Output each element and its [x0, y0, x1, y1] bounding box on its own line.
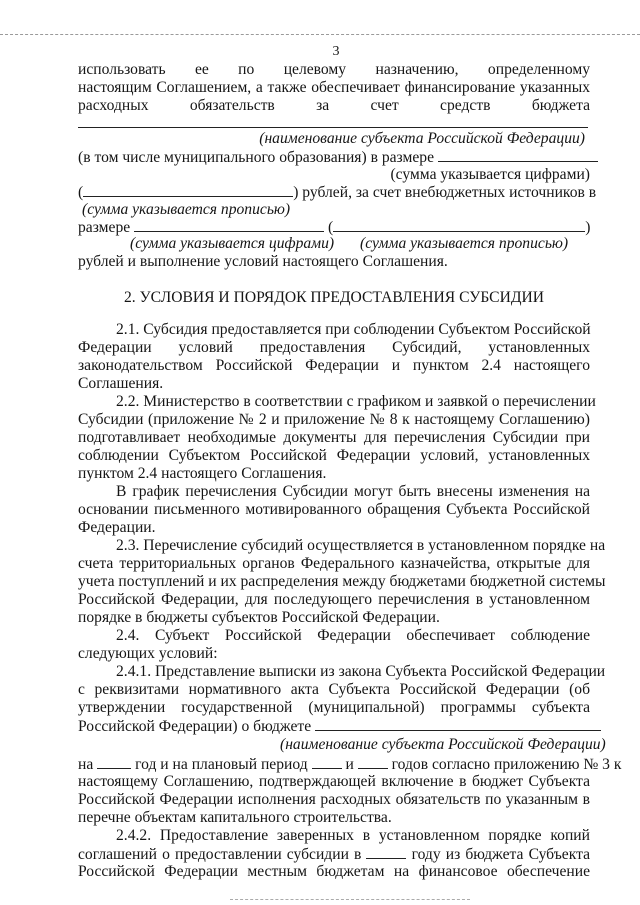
- p24-line-2: следующих условий:: [78, 645, 218, 662]
- p241-appendix-text: годов согласно приложению № 3 к: [391, 756, 622, 773]
- p22-line-4: соблюдении Субъектом Российской Федерации условий, установленных: [78, 447, 590, 464]
- p23-line-2: счета территориальных органов Федерального казначейства, открытые для: [78, 555, 590, 572]
- p241-line-4: [78, 717, 590, 736]
- scan-bottom-line: [230, 899, 470, 900]
- p22-line-3: подготавливает необходимые документы для перечисления Субсидии при: [78, 429, 590, 446]
- intro-line-5-open: (: [78, 184, 84, 201]
- intro-line-6-label: размере: [78, 219, 131, 236]
- intro-line-6-open: (: [327, 219, 334, 236]
- p23-line-4: Российской Федерации, для последующего перечисления в установленном: [78, 591, 590, 608]
- p241-line-5: [78, 755, 622, 774]
- hint-extra-words: (сумма указывается прописью): [360, 235, 569, 252]
- p241-line-8: перечне объектам капитального строительства.: [78, 809, 392, 826]
- intro-line-1: использовать ее по целевому назначению, определенному: [78, 61, 590, 78]
- p21-line-4: Соглашения.: [78, 375, 164, 392]
- p22b-line-1: В график перечисления Субсидии могут быть внесены изменения на: [116, 483, 590, 500]
- extra-amount-words-blank: [333, 218, 585, 232]
- hint-amount-digits: (сумма указывается цифрами): [390, 166, 590, 183]
- section-title: 2. УСЛОВИЯ И ПОРЯДОК ПРЕДОСТАВЛЕНИЯ СУБСИДИИ: [123, 289, 544, 306]
- scan-top-line: [0, 34, 640, 35]
- intro-line-6-close: ): [585, 219, 591, 236]
- p24-line-1: 2.4. Субъект Российской Федерации обеспечивает соблюдение: [116, 627, 590, 644]
- hint-amount-words: (сумма указывается прописью): [82, 201, 291, 218]
- plan-year-2-blank: [358, 755, 388, 769]
- budget-subject-blank: [315, 717, 601, 731]
- page-number: 3: [332, 44, 340, 59]
- p23-line-5: порядке в бюджеты субъектов Российской Федерации.: [78, 609, 440, 626]
- p22-line-1: 2.2. Министерство в соответствии с графиком и заявкой о перечислении: [116, 393, 596, 410]
- p241-line-7: Российской Федерации исполнения расходных обязательств по указанным в: [78, 791, 590, 808]
- p21-line-3: законодательством Российской Федерации и пунктом 2.4 настоящего: [78, 357, 590, 374]
- intro-line-2: настоящим Соглашением, а также обеспечивает финансирование указанных: [78, 79, 590, 96]
- p22-line-2: Субсидии (приложение № 2 и приложение № 8 к настоящему Соглашению): [78, 411, 590, 428]
- p241-line-3: утверждении государственной (муниципальной) программы субъекта: [78, 699, 590, 716]
- extra-amount-digits-blank: [134, 218, 324, 232]
- p242-line-3: Российской Федерации местным бюджетам на финансовое обеспечение: [78, 863, 590, 880]
- hint-extra-digits: (сумма указывается цифрами): [130, 235, 335, 252]
- p21-line-1: 2.1. Субсидия предоставляется при соблюдении Субъектом Российской: [116, 321, 591, 338]
- p241-line-1: 2.4.1. Представление выписки из закона Субъекта Российской Федерации: [116, 663, 606, 680]
- intro-line-4: [78, 148, 590, 167]
- hint-subject-name: (наименование субъекта Российской Федерации): [259, 130, 585, 147]
- intro-line-5: [78, 183, 597, 202]
- p242-line-1: 2.4.2. Предоставление заверенных в установленном порядке копий: [116, 827, 590, 844]
- year-blank: [97, 755, 131, 769]
- plan-year-1-blank: [312, 755, 342, 769]
- intro-line-5-text: ) рублей, за счет внебюджетных источников в: [293, 184, 597, 201]
- p23-line-3: учета поступлений и их распределения между бюджетами бюджетной системы: [78, 573, 606, 590]
- p241-plan-text: год и на плановый период: [135, 756, 308, 773]
- p22b-line-3: Федерации.: [78, 519, 156, 536]
- p241-hint-subject: (наименование субъекта Российской Федерации): [280, 736, 606, 753]
- p242-line-2: [78, 845, 590, 864]
- p22b-line-2: основании письменного мотивированного обращения Субъекта Российской: [78, 501, 590, 518]
- p241-line-6: настоящему Соглашению, подтверждающей включение в бюджет Субъекта: [78, 773, 590, 790]
- intro-line-3: расходных обязательств за счет средств бюджета: [78, 97, 590, 114]
- p242-line-2-b: году из бюджета Субъекта: [411, 846, 590, 863]
- p23-line-1: 2.3. Перечисление субсидий осуществляется в установленном порядке на: [116, 537, 606, 554]
- p241-on: на: [78, 756, 94, 773]
- p241-line-4-text: Российской Федерации) о бюджете: [78, 718, 312, 735]
- p241-line-2: с реквизитами нормативного акта Субъекта Российской Федерации (об: [78, 681, 590, 698]
- p22-line-5: пунктом 2.4 настоящего Соглашения.: [78, 465, 327, 482]
- p241-and: и: [345, 756, 354, 773]
- p242-line-2-a: соглашений о предоставлении субсидии в: [78, 846, 362, 863]
- intro-line-4-text: (в том числе муниципального образования) в размере: [78, 149, 434, 166]
- intro-line-7: рублей и выполнение условий настоящего Соглашения.: [78, 253, 448, 270]
- subject-blank-line: [78, 127, 588, 128]
- amount-words-blank: [83, 183, 293, 197]
- p21-line-2: Федерации условий предоставления Субсидий, установленных: [78, 339, 590, 356]
- agreement-year-blank: [366, 845, 406, 859]
- amount-digits-blank: [438, 148, 598, 162]
